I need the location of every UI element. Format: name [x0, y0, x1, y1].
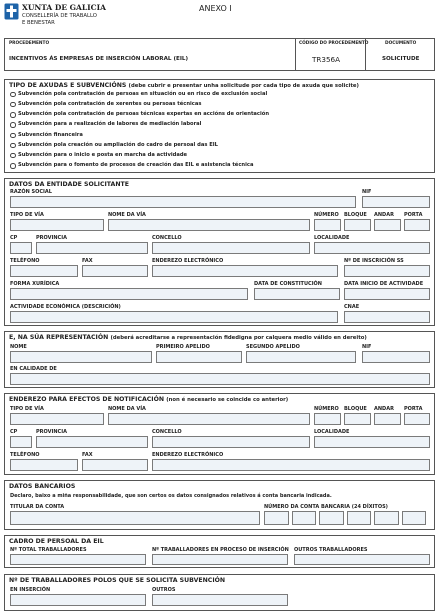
- not-fax-label: FAX: [82, 452, 93, 458]
- workers-title: Nº DE TRABALLADORES POLOS QUE SE SOLICITA SUBVENCIÓN: [9, 577, 226, 584]
- not-cp-field[interactable]: [10, 436, 32, 448]
- rep-calidade-field[interactable]: [10, 373, 430, 385]
- procedure-box: [4, 38, 435, 71]
- bank-number-group[interactable]: [264, 511, 289, 525]
- not-cp-label: CP: [10, 429, 18, 435]
- data-constitucion-label: DATA DE CONSTITUCIÓN: [254, 281, 322, 287]
- fax-field[interactable]: [82, 265, 148, 277]
- rep-calidade-label: EN CALIDADE DE: [10, 366, 57, 372]
- staff-insercion-field[interactable]: [152, 554, 288, 565]
- xunta-logo: [4, 3, 124, 31]
- aid-option-label: Subvención para o inicio e posta en marcha da actividade: [18, 152, 188, 159]
- email-field[interactable]: [152, 265, 338, 277]
- inscricion-ss-field[interactable]: [344, 265, 430, 277]
- not-provincia-field[interactable]: [36, 436, 148, 448]
- not-email-label: ENDEREZO ELECTRÓNICO: [152, 452, 224, 458]
- andar-field[interactable]: [374, 219, 401, 231]
- aid-option-radio[interactable]: [10, 122, 16, 128]
- workers-insercion-field[interactable]: [10, 594, 146, 606]
- notification-title: [9, 397, 288, 403]
- aid-option-label: Subvención financeira: [18, 131, 83, 138]
- aid-option-radio[interactable]: [10, 133, 16, 139]
- procedure-header: PROCEDEMENTO: [9, 41, 50, 46]
- notification-title-text: ENDEREZO PARA EFECTOS DE NOTIFICACIÓN: [9, 396, 165, 403]
- applicant-nif-field[interactable]: [362, 196, 430, 208]
- tipo-via-label: TIPO DE VÍA: [10, 212, 44, 218]
- aid-option-radio[interactable]: [10, 163, 16, 169]
- rep-segundo-apelido-label: SEGUNDO APELIDO: [246, 344, 300, 350]
- cnae-label: CNAE: [344, 304, 360, 310]
- rep-nome-field[interactable]: [10, 351, 152, 363]
- staff-outros-label: OUTROS TRABALLADORES: [294, 547, 368, 553]
- andar-label: ANDAR: [374, 212, 394, 218]
- actividade-field[interactable]: [10, 311, 338, 323]
- aid-option-radio[interactable]: [10, 92, 16, 98]
- not-andar-label: ANDAR: [374, 406, 394, 412]
- bank-number-group[interactable]: [292, 511, 317, 525]
- logo-line-1: XUNTA DE GALICIA: [22, 3, 106, 12]
- cnae-field[interactable]: [344, 311, 430, 323]
- forma-xuridica-field[interactable]: [10, 288, 248, 300]
- bank-number-group[interactable]: [374, 511, 399, 525]
- aid-option-label: Subvención pola contratación de persoas técnicas expertas en accións de orientación: [18, 111, 270, 118]
- bloque-label: BLOQUE: [344, 212, 367, 218]
- not-concello-label: CONCELLO: [152, 429, 182, 435]
- aid-types-note: (debe cubrir e presentar unha solicitude por cada tipo de axuda que solicite): [128, 83, 359, 89]
- data-constitucion-field[interactable]: [254, 288, 340, 300]
- numero-label: NÚMERO: [314, 212, 339, 218]
- staff-outros-field[interactable]: [294, 554, 430, 565]
- aid-option-radio[interactable]: [10, 112, 16, 118]
- not-numero-label: NÚMERO: [314, 406, 339, 412]
- not-porta-label: PORTA: [404, 406, 423, 412]
- aid-option[interactable]: [10, 152, 187, 159]
- aid-option[interactable]: [10, 142, 218, 149]
- data-inicio-label: DATA INICIO DE ACTIVIDADE: [344, 281, 424, 287]
- aid-types-title-text: TIPO DE AXUDAS E SUBVENCIÓNS: [9, 82, 127, 89]
- rep-primeiro-apelido-field[interactable]: [156, 351, 242, 363]
- bank-titular-label: TITULAR DA CONTA: [10, 504, 65, 510]
- staff-total-field[interactable]: [10, 554, 146, 565]
- numero-field[interactable]: [314, 219, 341, 231]
- aid-option-radio[interactable]: [10, 102, 16, 108]
- bank-titular-field[interactable]: [10, 511, 260, 525]
- not-localidade-field[interactable]: [314, 436, 430, 448]
- aid-option-label: Subvención pola contratación de persoas en situación ou en risco de exclusión social: [18, 90, 268, 97]
- bank-number-group[interactable]: [319, 511, 344, 525]
- bank-number-label: NÚMERO DA CONTA BANCARIA (24 DÍXITOS): [264, 504, 388, 510]
- not-telefono-label: TELÉFONO: [10, 452, 40, 458]
- applicant-title: DATOS DA ENTIDADE SOLICITANTE: [9, 181, 129, 188]
- procedure-code: TR356A: [312, 55, 341, 64]
- not-telefono-field[interactable]: [10, 459, 78, 471]
- aid-option-label: Subvención pola creación ou ampliación do cadro de persoal das EIL: [18, 141, 218, 148]
- not-tipo-via-label: TIPO DE VÍA: [10, 406, 44, 412]
- annex-title: ANEXO I: [199, 4, 232, 13]
- bank-number-group[interactable]: [402, 511, 427, 525]
- telefono-field[interactable]: [10, 265, 78, 277]
- not-nome-via-label: NOME DA VÍA: [108, 406, 146, 412]
- aid-option-label: Subvención para a realización de labores de mediación laboral: [18, 121, 202, 128]
- nome-via-label: NOME DA VÍA: [108, 212, 146, 218]
- not-fax-field[interactable]: [82, 459, 148, 471]
- inscricion-ss-label: Nº DE INSCRICIÓN SS: [344, 258, 404, 264]
- not-email-field[interactable]: [152, 459, 430, 471]
- aid-option-radio[interactable]: [10, 153, 16, 159]
- procedure-name: INCENTIVOS ÁS EMPRESAS DE INSERCIÓN LABORAL (EIL): [9, 56, 189, 62]
- workers-outros-field[interactable]: [152, 594, 288, 606]
- aid-option[interactable]: [10, 162, 253, 169]
- forma-xuridica-label: FORMA XURÍDICA: [10, 281, 60, 287]
- applicant-nif-label: NIF: [362, 189, 372, 195]
- cp-field[interactable]: [10, 242, 32, 254]
- rep-nome-label: NOME: [10, 344, 27, 350]
- fax-label: FAX: [82, 258, 93, 264]
- email-label: ENDEREZO ELECTRÓNICO: [152, 258, 224, 264]
- not-porta-field[interactable]: [404, 413, 430, 425]
- actividade-label: ACTIVIDADE ECONÓMICA (DESCRICIÓN): [10, 304, 121, 310]
- bank-number-group[interactable]: [347, 511, 372, 525]
- localidade-label: LOCALIDADE: [314, 235, 350, 241]
- not-localidade-label: LOCALIDADE: [314, 429, 350, 435]
- representative-title-text: E, NA SÚA REPRESENTACIÓN: [9, 334, 109, 341]
- cp-label: CP: [10, 235, 18, 241]
- notification-note: (non é necesario se coincide co anterior): [166, 397, 289, 403]
- aid-option[interactable]: [10, 111, 269, 118]
- representative-title: [9, 335, 367, 341]
- aid-option[interactable]: [10, 101, 201, 108]
- provincia-label: PROVINCIA: [36, 235, 67, 241]
- not-concello-field[interactable]: [152, 436, 310, 448]
- concello-field[interactable]: [152, 242, 310, 254]
- localidade-field[interactable]: [314, 242, 430, 254]
- porta-label: PORTA: [404, 212, 423, 218]
- data-inicio-field[interactable]: [344, 288, 430, 300]
- not-andar-field[interactable]: [374, 413, 401, 425]
- representative-note: (deberá acreditarse a representación fidedigna por calquera medio válido en dereito): [110, 335, 367, 341]
- not-bloque-field[interactable]: [344, 413, 371, 425]
- provincia-field[interactable]: [36, 242, 148, 254]
- telefono-label: TELÉFONO: [10, 258, 40, 264]
- procedure-divider-1: [295, 38, 296, 71]
- nome-via-field[interactable]: [108, 219, 310, 231]
- aid-option-label: Subvención para o fomento de procesos de creación das EIL e asistencia técnica: [18, 162, 254, 169]
- not-numero-field[interactable]: [314, 413, 341, 425]
- bank-title: DATOS BANCARIOS: [9, 483, 76, 490]
- tipo-via-field[interactable]: [10, 219, 104, 231]
- not-bloque-label: BLOQUE: [344, 406, 367, 412]
- workers-insercion-label: EN INSERCIÓN: [10, 587, 51, 593]
- razon-social-field[interactable]: [10, 196, 356, 208]
- logo-line-2: CONSELLERÍA DE TRABALLO: [22, 13, 97, 19]
- aid-option-label: Subvención pola contratación de xerentes ou persoas técnicas: [18, 101, 202, 108]
- staff-insercion-label: Nº TRABALLADORES EN PROCESO DE INSERCIÓN: [152, 547, 289, 553]
- rep-primeiro-apelido-label: PRIMEIRO APELIDO: [156, 344, 210, 350]
- rep-nif-label: NIF: [362, 344, 372, 350]
- aid-option[interactable]: [10, 91, 267, 98]
- workers-outros-label: OUTROS: [152, 587, 176, 593]
- procedure-code-header: CÓDIGO DO PROCEDEMENTO: [299, 41, 369, 46]
- not-tipo-via-field[interactable]: [10, 413, 104, 425]
- aid-option-radio[interactable]: [10, 143, 16, 149]
- aid-option[interactable]: [10, 132, 83, 139]
- staff-total-label: Nº TOTAL TRABALLADORES: [10, 547, 87, 553]
- logo-line-3: E BENESTAR: [22, 20, 55, 26]
- concello-label: CONCELLO: [152, 235, 182, 241]
- razon-social-label: RAZÓN SOCIAL: [10, 189, 52, 195]
- staff-title: CADRO DE PERSOAL DA EIL: [9, 538, 104, 545]
- cross-emblem-icon: [4, 3, 19, 20]
- document-header: DOCUMENTO: [385, 41, 417, 46]
- porta-field[interactable]: [404, 219, 430, 231]
- rep-nif-field[interactable]: [362, 351, 430, 363]
- aid-types-title: [9, 83, 359, 89]
- bank-statement: Declaro, baixo a miña responsabilidade, que son certos os datos consignados relativos á conta bancaria indicada.: [10, 493, 332, 499]
- aid-option[interactable]: [10, 122, 201, 129]
- rep-segundo-apelido-field[interactable]: [246, 351, 356, 363]
- bloque-field[interactable]: [344, 219, 371, 231]
- document-type: SOLICITUDE: [382, 56, 420, 62]
- not-provincia-label: PROVINCIA: [36, 429, 67, 435]
- not-nome-via-field[interactable]: [108, 413, 310, 425]
